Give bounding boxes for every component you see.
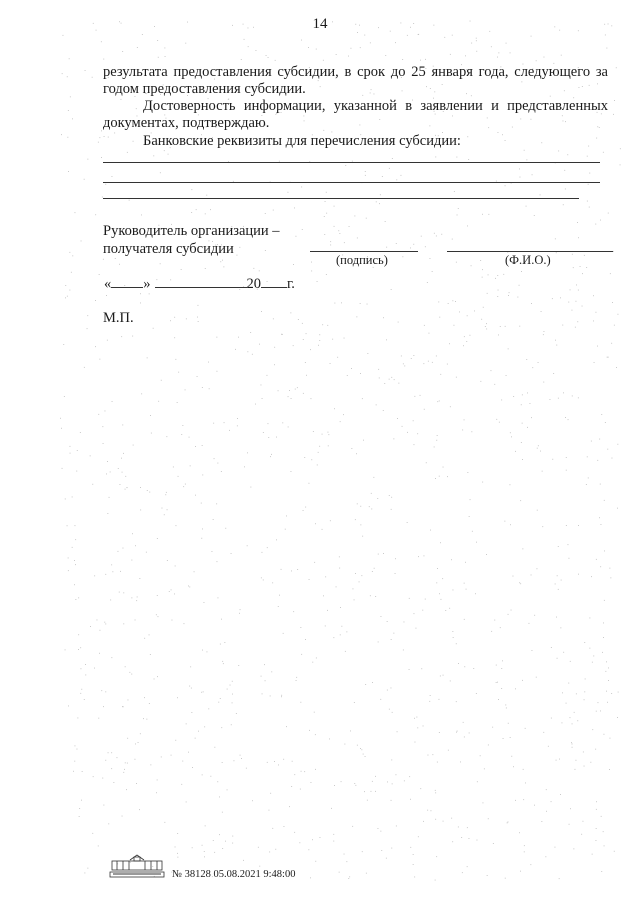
paragraph-confirmation: Достоверность информации, указанной в заявлении и представленных документах, подтверждаю. xyxy=(103,98,608,131)
government-building-logo xyxy=(108,853,166,879)
full-name-line xyxy=(447,251,613,252)
bank-details-line-1 xyxy=(103,162,600,163)
seal-place-label: М.П. xyxy=(103,310,134,326)
paragraph-bank-details: Банковские реквизиты для перечисления субсидии: xyxy=(143,133,461,149)
page-number: 14 xyxy=(312,16,328,32)
date-field xyxy=(104,273,295,293)
year-suffix: г. xyxy=(287,276,295,292)
registration-stamp: № 38128 05.08.2021 9:48:00 xyxy=(172,869,296,880)
month-blank xyxy=(155,273,247,288)
signatory-label-line-1: Руководитель организации – xyxy=(103,223,280,239)
paragraph-report-deadline: результата предоставления субсидии, в срок до 25 января года, следующего за годом предоставления субсидии. xyxy=(103,64,608,97)
bank-details-line-2 xyxy=(103,182,600,183)
signature-caption: (подпись) xyxy=(336,253,388,267)
signatory-label-line-2: получателя субсидии xyxy=(103,241,234,257)
signatory-label xyxy=(103,222,280,258)
full-name-caption: (Ф.И.О.) xyxy=(505,253,551,267)
date-open-quote: « xyxy=(104,276,112,292)
bank-details-line-3 xyxy=(103,198,579,199)
date-close-quote: » xyxy=(143,276,151,292)
year-prefix: 20 xyxy=(246,276,261,292)
year-blank xyxy=(261,273,287,288)
day-blank xyxy=(111,273,143,288)
signature-line xyxy=(310,251,418,252)
